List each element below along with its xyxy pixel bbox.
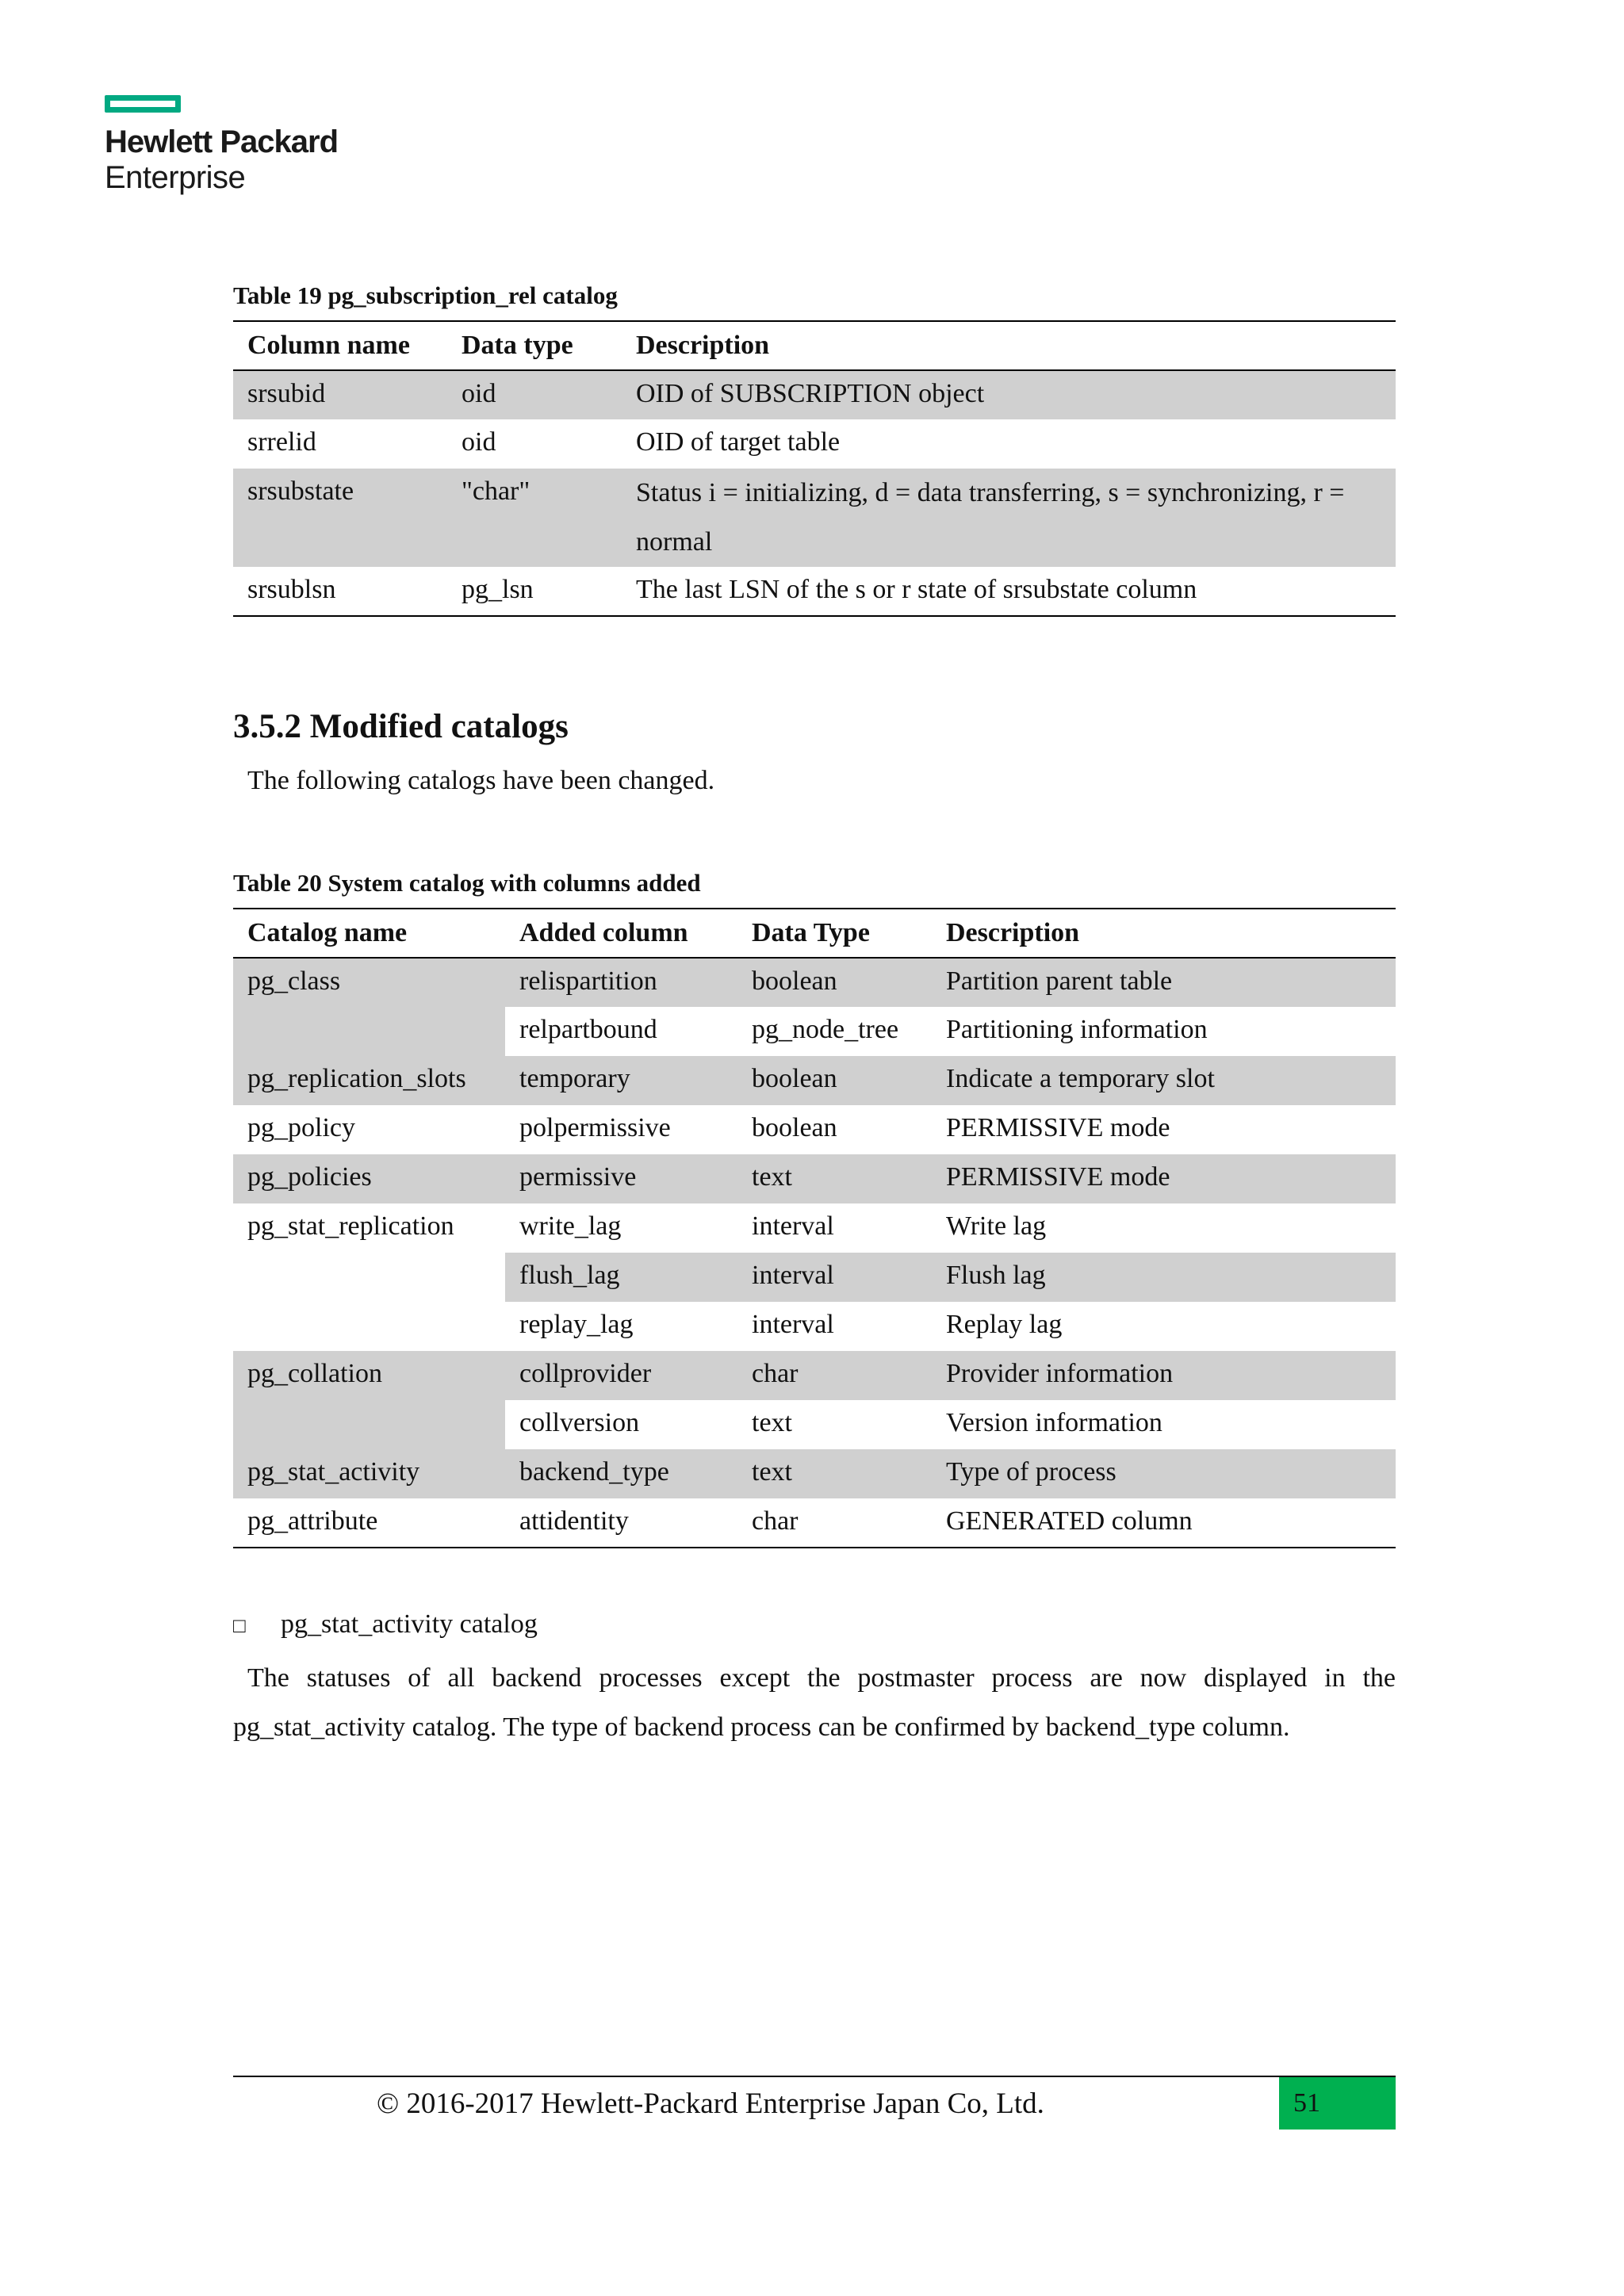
table-cell: PERMISSIVE mode — [946, 1162, 1170, 1192]
bullet-text: pg_stat_activity catalog — [281, 1609, 538, 1639]
table-cell: write_lag — [519, 1211, 622, 1241]
table-cell: oid — [462, 427, 496, 457]
table-header-row — [233, 321, 1396, 370]
table-row — [233, 1449, 1396, 1498]
hpe-logo-rectangle-icon — [105, 95, 181, 113]
table-row — [233, 419, 1396, 469]
table-cell: relpartbound — [519, 1015, 657, 1044]
table-cell: char — [737, 1351, 932, 1400]
table-row — [233, 567, 1396, 616]
table-cell: char — [752, 1506, 799, 1536]
table-row — [233, 370, 1396, 419]
table-cell: relispartition — [505, 958, 737, 1007]
table-cell: temporary — [519, 1064, 630, 1093]
table-row — [233, 1056, 1396, 1105]
logo-text-line1: Hewlett Packard — [105, 124, 339, 159]
square-bullet-icon: □ — [233, 1614, 246, 1637]
table-cell: Version information — [946, 1408, 1162, 1437]
table-cell: boolean — [752, 1113, 837, 1142]
column-header: Catalog name — [233, 909, 505, 958]
page-number-badge: 51 — [1279, 2077, 1396, 2130]
table-cell: The last LSN of the s or r state of srsubstate column — [636, 575, 1197, 604]
table-cell: oid — [462, 379, 496, 408]
table-cell: boolean — [752, 1064, 837, 1093]
column-header: Data type — [447, 321, 622, 370]
section-intro: The following catalogs have been changed. — [247, 766, 715, 795]
table20-caption: Table 20 System catalog with columns added — [233, 869, 701, 897]
table-cell: Write lag — [946, 1211, 1047, 1241]
table-cell: "char" — [462, 476, 530, 506]
table-row — [233, 958, 1396, 1007]
table-cell: Indicate a temporary slot — [946, 1064, 1215, 1093]
body-paragraph — [233, 1654, 1396, 1752]
table-cell: Replay lag — [946, 1310, 1063, 1339]
catalog-name-cell: pg_attribute — [247, 1506, 378, 1536]
table19 — [233, 320, 1396, 617]
table-cell: srrelid — [247, 427, 316, 457]
table-cell: srsubid — [247, 379, 326, 408]
table-cell: polpermissive — [519, 1113, 671, 1142]
body-text: The statuses of all backend processes except the postmaster process are now displayed in the pg_stat_activity catalog. The type of backend process can be confirmed by backend_type column. — [233, 1663, 1396, 1742]
catalog-name-cell: pg_stat_replication — [247, 1211, 454, 1241]
catalog-name-cell: pg_replication_slots — [247, 1064, 466, 1093]
table-cell: replay_lag — [519, 1310, 634, 1339]
table19-caption: Table 19 pg_subscription_rel catalog — [233, 281, 618, 309]
column-header: Description — [622, 321, 1396, 370]
table-cell: Partition parent table — [932, 958, 1396, 1007]
table-cell: text — [752, 1408, 792, 1437]
table-cell: Flush lag — [946, 1261, 1046, 1290]
table-cell: boolean — [737, 958, 932, 1007]
section-heading: 3.5.2 Modified catalogs — [233, 708, 569, 745]
table-cell: permissive — [519, 1162, 637, 1192]
hpe-logo — [105, 95, 338, 195]
table-cell: OID of SUBSCRIPTION object — [636, 379, 985, 408]
table-row — [233, 1105, 1396, 1154]
table-cell: pg_lsn — [462, 575, 534, 604]
footer-copyright: © 2016-2017 Hewlett-Packard Enterprise Japan Co, Ltd. — [377, 2087, 1044, 2120]
table-row — [233, 469, 1396, 567]
table-row — [233, 1203, 1396, 1253]
table-cell: Type of process — [946, 1457, 1116, 1487]
table-row — [233, 1498, 1396, 1548]
table-cell: srsubstate — [247, 476, 354, 506]
table-cell: srsublsn — [247, 575, 336, 604]
table-cell: text — [752, 1457, 792, 1487]
catalog-name-cell: pg_policies — [247, 1162, 372, 1192]
table-cell: interval — [752, 1310, 834, 1339]
table-cell: flush_lag — [519, 1261, 620, 1290]
column-header: Column name — [233, 321, 447, 370]
table-row — [233, 1154, 1396, 1203]
footer-divider — [233, 2076, 1396, 2077]
table-cell: OID of target table — [636, 427, 841, 457]
table-cell: interval — [752, 1261, 834, 1290]
table-cell: collversion — [519, 1408, 640, 1437]
column-header: Added column — [505, 909, 737, 958]
table-cell: pg_node_tree — [752, 1015, 899, 1044]
logo-text-line2: Enterprise — [105, 160, 246, 195]
table-cell: Provider information — [932, 1351, 1396, 1400]
column-header: Description — [932, 909, 1396, 958]
table-cell: collprovider — [505, 1351, 737, 1400]
catalog-name-cell: pg_class — [233, 958, 505, 1056]
catalog-name-cell: pg_stat_activity — [247, 1457, 420, 1487]
bullet-item — [233, 1609, 538, 1640]
table-row — [233, 1351, 1396, 1400]
table-cell: Partitioning information — [946, 1015, 1208, 1044]
table-cell: attidentity — [519, 1506, 629, 1536]
table-cell: text — [752, 1162, 792, 1192]
table20 — [233, 908, 1396, 1548]
table-cell: interval — [752, 1211, 834, 1241]
catalog-name-cell: pg_collation — [233, 1351, 505, 1449]
catalog-name-cell: pg_policy — [247, 1113, 355, 1142]
table-header-row — [233, 909, 1396, 958]
table-cell: Status i = initializing, d = data transferring, s = synchronizing, r = normal — [636, 478, 1345, 557]
table-cell: GENERATED column — [946, 1506, 1193, 1536]
column-header: Data Type — [737, 909, 932, 958]
table-cell: backend_type — [519, 1457, 669, 1487]
table-cell: PERMISSIVE mode — [946, 1113, 1170, 1142]
